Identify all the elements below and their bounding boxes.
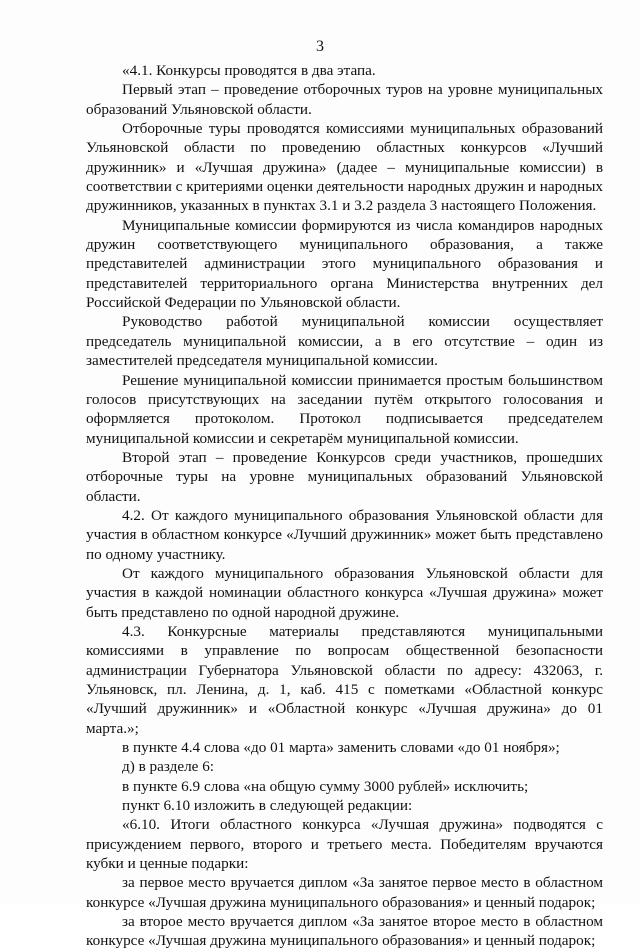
paragraph: в пункте 6.9 слова «на общую сумму 3000 рублей» исключить; [122,777,529,795]
paragraph: Отборочные туры проводятся комиссиями муниципальных образований Ульяновской области по проведению областных конкурсов «Лучший дружинник» и «Лучшая дружина» (дадее – муниципальные комиссии) в соответствии с критериями оценки деятельности народных дружин и народных дружинников, указанных в пунктах 3.1 и 3.2 раздела 3 настоящего Положения. [86,120,603,215]
document-body [86,61,603,951]
page-number: 3 [316,38,324,55]
paragraph: «4.1. Конкурсы проводятся в два этапа. [122,62,376,79]
paragraph: д) в разделе 6: [122,758,215,776]
paragraph: 4.3. Конкурсные материалы представляются муниципальными комиссиями в управление по вопросам общественной безопасности администрации Губернатора Ульяновской области по адресу: 432063, г. Ульяновск, пл. Ленина, д. 1, каб. 415 с пометками «Областной конкурс «Лучший дружинник» и «Областной конкурс «Лучшая дружина» до 01 марта.»; [86,622,603,737]
paragraph: Решение муниципальной комиссии принимается простым большинством голосов присутствующих на заседании путём открытого голосования и оформляется протоколом. Протокол подписывается председателем муниципальной комиссии и секретарём муниципальной комиссии. [86,371,603,447]
paragraph: Первый этап – проведение отборочных туров на уровне муниципальных образований Ульяновской области. [86,81,603,118]
paragraph: Второй этап – проведение Конкурсов среди участников, прошедших отборочные туры на уровне муниципальных образований Ульяновской области. [86,448,603,505]
paragraph: в пункте 4.4 слова «до 01 марта» заменить словами «до 01 ноября»; [122,739,560,757]
paragraph: Руководство работой муниципальной комиссии осуществляет председатель муниципальной комиссии, а в его отсутствие – один из заместителей председателя муниципальной комиссии. [86,313,603,370]
paragraph: 4.2. От каждого муниципального образования Ульяновской области для участия в областном конкурсе «Лучший дружинник» может быть представлено по одному участнику. [86,506,603,563]
paragraph: Муниципальные комиссии формируются из числа командиров народных дружин соответствующего муниципального образования, а также представителей администрации этого муниципального образования и представителей территориального органа Министерства внутренних дел Российской Федерации по Ульяновской области. [86,216,603,312]
paragraph: «6.10. Итоги областного конкурса «Лучшая дружина» подводятся с присуждением первого, второго и третьего места. Победителям вручаются кубки и ценные подарки: [86,816,603,873]
paragraph: От каждого муниципального образования Ульяновской области для участия в каждой номинации областного конкурса «Лучшая дружина» может быть представлено по одной народной дружине. [86,564,603,621]
paragraph: за первое место вручается диплом «За занятое первое место в областном конкурсе «Лучшая дружина муниципального образования» и ценный подарок; [86,874,603,911]
paragraph: пункт 6.10 изложить в следующей редакции: [122,797,413,815]
paragraph: за второе место вручается диплом «За занятое второе место в областном конкурсе «Лучшая дружина муниципального образования» и ценный подарок; [86,913,603,950]
